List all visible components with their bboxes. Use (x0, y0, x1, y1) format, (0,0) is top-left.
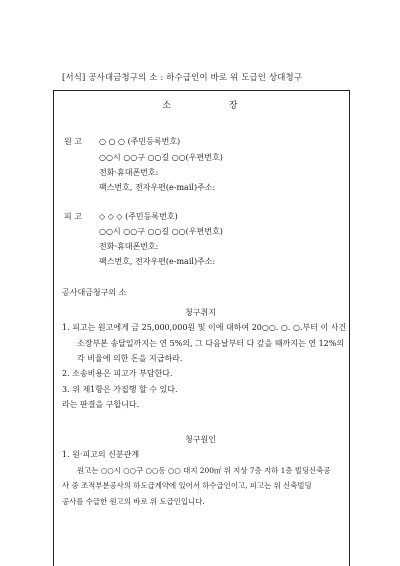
defendant-role: 피 고 (64, 212, 82, 221)
claim-purpose-item2: 2. 소송비용은 피고가 부담한다. (62, 369, 173, 378)
claim-purpose-item1-line3: 각 비율에 의한 돈을 지급하라. (77, 354, 183, 363)
defendant-fax: 팩스번호, 전자우편(e-mail)주소: (99, 257, 216, 266)
defendant-address: ○○시 ○○구 ○○길 ○○(우편번호) (99, 227, 223, 236)
plaintiff-address: ○○시 ○○구 ○○길 ○○(우편번호) (99, 153, 223, 162)
claim-purpose-closing: 라는 판결을 구합니다. (62, 400, 140, 409)
plaintiff-name: ○ ○ ○ (주민등록번호) (99, 137, 181, 146)
claim-purpose-item1-line2: 소장부본 송달일까지는 연 5%의, 그 다음날부터 다 갚을 때까지는 연 12%의 (77, 339, 345, 348)
claim-cause-item1-line1: 원고는 ○○시 ○○구 ○○동 ○○ 대지 200㎡ 위 지상 7층 지하 1층 빌딩신축공 (77, 466, 331, 475)
plaintiff-role: 원 고 (64, 137, 82, 146)
case-name: 공사대금청구의 소 (62, 288, 127, 297)
title-char-1: 소 (162, 101, 172, 111)
document-caption: [서식] 공사대금청구의 소 : 하수급인이 바로 위 도급인 상대청구 (62, 72, 303, 82)
claim-purpose-item1-line1: 1. 피고는 원고에게 금 25,000,000원 및 이에 대하여 20○○. ○. ○.부터 이 사건 (62, 323, 347, 332)
claim-purpose-item3: 3. 위 제1항은 가집행 할 수 있다. (62, 385, 178, 394)
claim-cause-item1-line2: 사 중 조적부분공사의 하도급계약에 있어서 하수급인이고, 피고는 위 신축빌딩 (62, 481, 312, 490)
plaintiff-fax: 팩스번호, 전자우편(e-mail)주소: (99, 183, 216, 192)
document-title (0, 98, 400, 111)
defendant-name: ◇ ◇ ◇ (주민등록번호) (99, 212, 178, 221)
title-char-2: 장 (228, 101, 238, 111)
claim-cause-item1-title: 1. 원·피고의 신분관계 (62, 450, 140, 459)
claim-purpose-heading: 청구취지 (185, 308, 216, 317)
defendant-phone: 전화·휴대폰번호: (99, 242, 159, 251)
claim-cause-heading: 청구원인 (185, 435, 216, 444)
claim-cause-item1-line3: 공사를 수급한 원고의 바로 위 도급인입니다. (62, 497, 205, 506)
plaintiff-phone: 전화·휴대폰번호: (99, 168, 159, 177)
